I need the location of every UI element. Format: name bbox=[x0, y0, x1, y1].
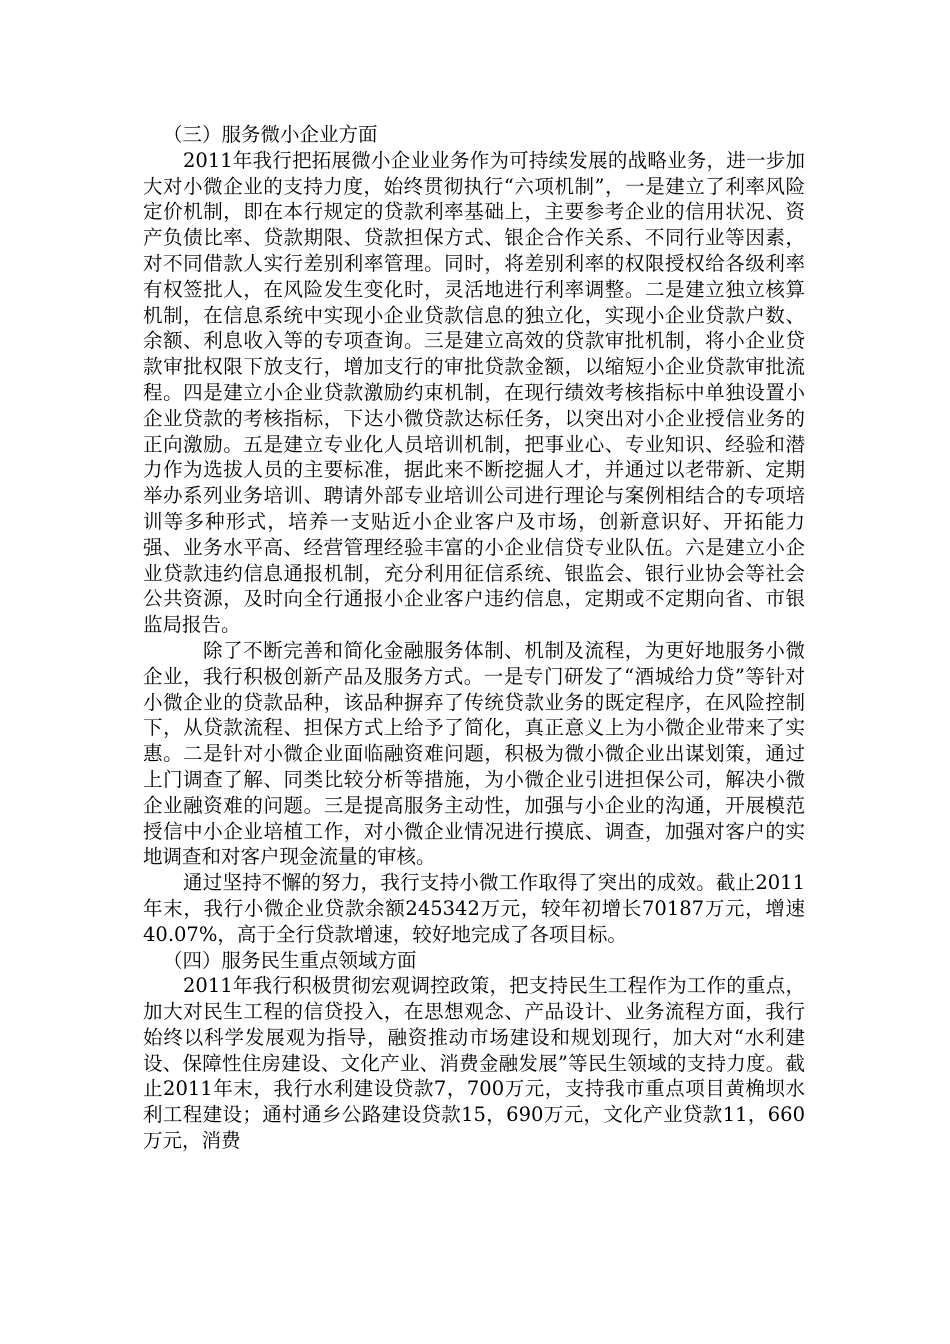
paragraph-micro-enterprise-mechanisms: 2011年我行把拓展微小企业业务作为可持续发展的战略业务，进一步加大对小微企业的支持力度，始终贯彻执行“六项机制”，一是建立了利率风险定价机制，即在本行规定的贷款利率基础上，主要参考企业的信用状况、资产负债比率、贷款期限、贷款担保方式、银企合作关系、不同行业等因素，对不同借款人实行差别利率管理。同时，将差别利率的权限授权给各级利率有权签批人，在风险发生变化时，灵活地进行利率调整。二是建立独立核算机制，在信息系统中实现小企业贷款信息的独立化，实现小企业贷款户数、余额、利息收入等的专项查询。三是建立高效的贷款审批机制，将小企业贷款审批权限下放支行，增加支行的审批贷款金额，以缩短小企业贷款审批流程。四是建立小企业贷款激励约束机制，在现行绩效考核指标中单独设置小企业贷款的考核指标，下达小微贷款达标任务，以突出对小企业授信业务的正向激励。五是建立专业化人员培训机制，把事业心、专业知识、经验和潜力作为选拔人员的主要标准，据此来不断挖掘人才，并通过以老带新、定期举办系列业务培训、聘请外部专业培训公司进行理论与案例相结合的专项培训等多种形式，培养一支贴近小企业客户及市场，创新意识好、开拓能力强、业务水平高、经营管理经验丰富的小企业信贷专业队伍。六是建立小企业贷款违约信息通报机制，充分利用征信系统、银监会、银行业协会等社会公共资源，及时向全行通报小企业客户违约信息，定期或不定期向省、市银监局报告。 bbox=[143, 148, 805, 637]
paragraph-results: 通过坚持不懈的努力，我行支持小微工作取得了突出的成效。截止2011年末，我行小微企业贷款余额245342万元，较年初增长70187万元，增速40.07%，高于全行贷款增速，较好地完成了各项目标。 bbox=[143, 871, 805, 946]
section-heading-3: （三）服务微小企业方面 bbox=[163, 123, 378, 146]
document-page bbox=[143, 122, 805, 1154]
section-heading-4: （四）服务民生重点领域方面 bbox=[163, 948, 417, 972]
paragraph-livelihood: 2011年我行积极贯彻宏观调控政策，把支持民生工程作为工作的重点，加大对民生工程的信贷投入，在思想观念、产品设计、业务流程方面，我行始终以科学发展观为指导，融资推动市场建设和规划现行，加大对“水利建设、保障性住房建设、文化产业、消费金融发展”等民生领域的支持力度。截止2011年末，我行水利建设贷款7，700万元，支持我市重点项目黄桷坝水利工程建设；通村通乡公路建设贷款15，690万元，文化产业贷款11，660万元，消费 bbox=[143, 974, 805, 1153]
paragraph-product-innovation: 除了不断完善和简化金融服务体制、机制及流程，为更好地服务小微企业，我行积极创新产品及服务方式。一是专门研发了“酒城给力贷”等针对小微企业的贷款品种，该品种摒弃了传统贷款业务的既定程序，在风险控制下，从贷款流程、担保方式上给予了简化，真正意义上为小微企业带来了实惠。二是针对小微企业面临融资难问题，积极为微小微企业出谋划策，通过上门调查了解、同类比较分析等措施，为小微企业引进担保公司，解决小微企业融资难的问题。三是提高服务主动性，加强与小企业的沟通，开展模范授信中小企业培植工作，对小微企业情况进行摸底、调查，加强对客户的实地调查和对客户现金流量的审核。 bbox=[143, 638, 805, 869]
